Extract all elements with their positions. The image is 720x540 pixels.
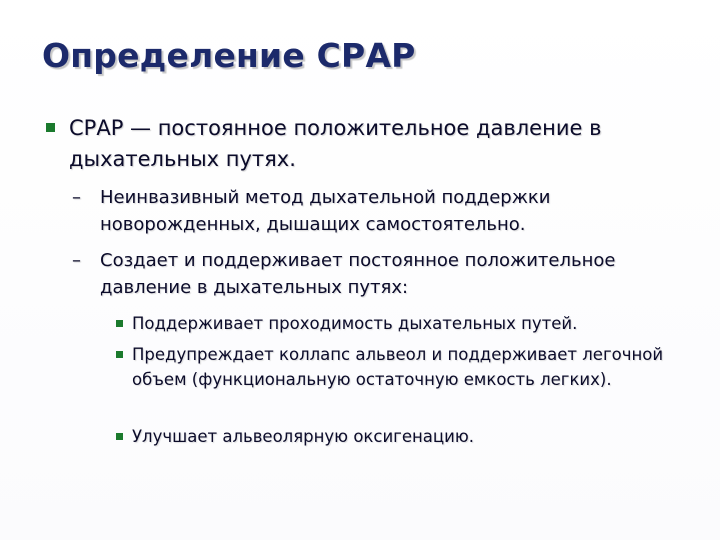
third-level-text: Поддерживает проходимость дыхательных путей. <box>132 314 578 333</box>
slide-title: Определение СРАР <box>42 36 416 75</box>
sub-bullet-text: Неинвазивный метод дыхательной поддержки новорожденных, дышащих самостоятельно. <box>100 187 551 235</box>
sub-bullet-item-pressure <box>72 247 672 301</box>
sub-bullet-text: Создает и поддерживает постоянное положительное давление в дыхательных путях: <box>100 250 616 298</box>
third-level-item-alveoli <box>116 342 676 392</box>
bullet-item-cpap-definition <box>46 113 686 175</box>
third-level-item-airway <box>116 311 676 336</box>
dash-bullet-icon: – <box>72 187 81 208</box>
square-bullet-icon <box>116 320 123 327</box>
square-bullet-icon <box>116 433 123 440</box>
dash-bullet-icon: – <box>72 250 81 271</box>
bullet-text: СРАР — постоянное положительное давление в дыхательных путях. <box>69 116 602 171</box>
third-level-text: Предупреждает коллапс альвеол и поддерживает легочной объем (функциональную остаточную емкость легких). <box>132 345 664 389</box>
square-bullet-icon <box>116 351 123 358</box>
sub-bullet-item-noninvasive <box>72 184 672 238</box>
third-level-item-oxygenation <box>116 424 676 449</box>
square-bullet-icon <box>46 123 55 132</box>
third-level-text: Улучшает альвеолярную оксигенацию. <box>132 427 474 446</box>
